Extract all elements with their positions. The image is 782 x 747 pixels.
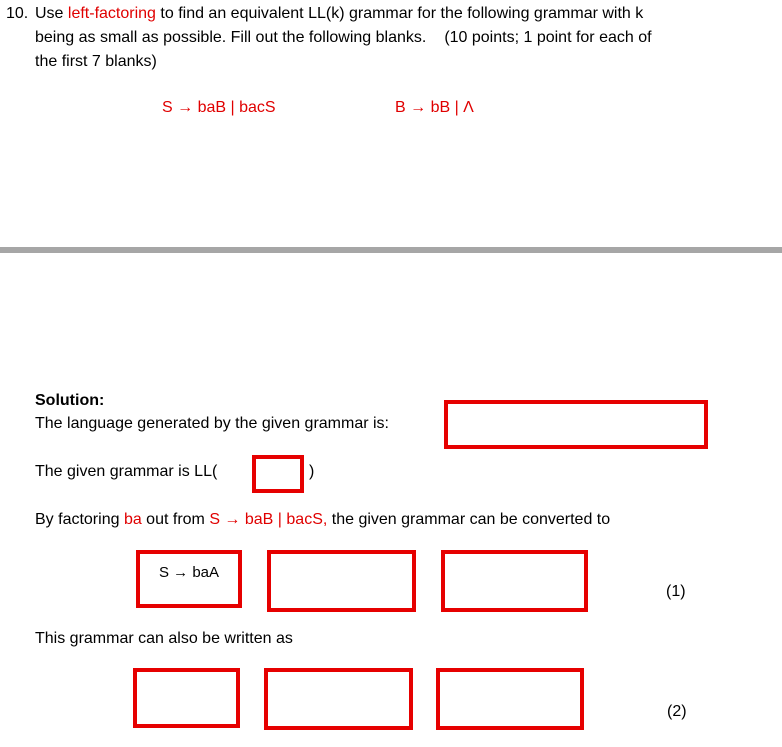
grammar2-blank-3[interactable] [436, 668, 584, 730]
factoring-rule: S → baB | bacS, [209, 511, 328, 528]
factoring-mid: out from [141, 511, 210, 528]
section-divider [0, 247, 782, 253]
question-line-1 [35, 2, 643, 25]
grammar-b-rule: B → bB | Λ [395, 99, 474, 116]
prefilled-rule: S → baA [158, 564, 220, 581]
grammar2-blank-2[interactable] [264, 668, 413, 730]
question-line-2 [35, 26, 652, 49]
equation-label-2: (2) [667, 703, 687, 720]
factoring-prefix: By factoring [35, 511, 124, 528]
question-points: (10 points; 1 point for each of [444, 29, 652, 46]
question-line-2-text: being as small as possible. Fill out the following blanks. [35, 29, 427, 46]
ll-k-blank[interactable] [252, 455, 304, 493]
also-written-text: This grammar can also be written as [35, 630, 293, 647]
grammar-s-rule: S → baB | bacS [162, 99, 276, 116]
equation-label-1: (1) [666, 583, 686, 600]
question-line-1-rest: to find an equivalent LL(k) grammar for the following grammar with k [155, 5, 644, 22]
left-factoring-highlight: left-factoring [67, 5, 156, 22]
ll-suffix: ) [309, 463, 315, 480]
grammar2-blank-1[interactable] [133, 668, 240, 728]
grammar1-blank-2[interactable] [267, 550, 416, 612]
grammar1-blank-1[interactable] [136, 550, 242, 608]
ll-prefix: The given grammar is LL( [35, 463, 218, 480]
factoring-sentence [35, 511, 610, 529]
question-line-3: the first 7 blanks) [35, 53, 157, 70]
question-number: 10. [6, 5, 29, 22]
language-blank[interactable] [444, 400, 708, 449]
solution-heading: Solution: [35, 392, 105, 409]
factoring-ba: ba [123, 511, 142, 528]
question-prefix: Use [35, 5, 68, 22]
language-text: The language generated by the given grammar is: [35, 415, 389, 432]
factoring-suffix: the given grammar can be converted to [327, 511, 611, 528]
grammar1-blank-3[interactable] [441, 550, 588, 612]
